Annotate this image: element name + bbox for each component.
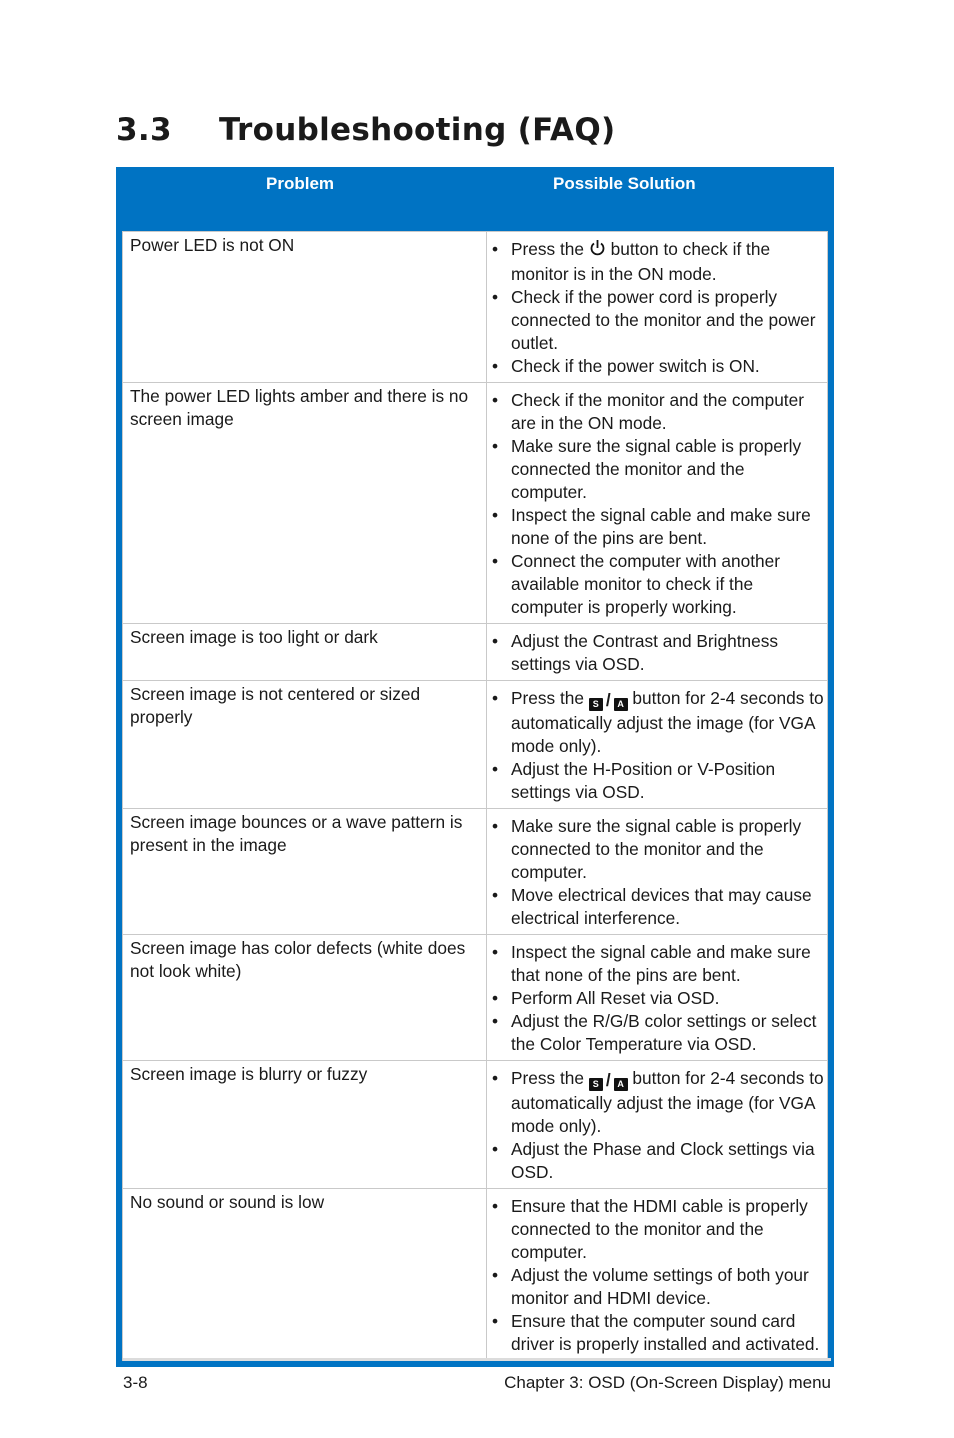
solution-text: Adjust the Phase and Clock settings via OSD. xyxy=(511,1139,815,1182)
section-title: Troubleshooting (FAQ) xyxy=(219,112,616,148)
solution-item xyxy=(490,504,825,550)
header-solution: Possible Solution xyxy=(553,174,696,193)
splendid-auto-icon xyxy=(589,689,628,712)
solution-cell xyxy=(487,383,828,624)
power-icon xyxy=(589,239,606,263)
auto-adjust-key-icon: A xyxy=(614,1078,628,1091)
table-row xyxy=(123,1061,828,1189)
solution-item xyxy=(490,1310,825,1356)
solution-item xyxy=(490,1067,825,1138)
solution-cell xyxy=(487,935,828,1061)
solution-text: Ensure that the HDMI cable is properly connected to the monitor and the computer. xyxy=(511,1196,808,1262)
solution-item xyxy=(490,815,825,884)
solution-text: Adjust the Contrast and Brightness settings via OSD. xyxy=(511,631,779,674)
problem-cell: Screen image is too light or dark xyxy=(123,624,487,681)
solution-text: Check if the power cord is properly connected to the monitor and the power outlet. xyxy=(511,287,816,353)
solution-item xyxy=(490,941,825,987)
solution-text: Perform All Reset via OSD. xyxy=(511,988,720,1008)
solution-list xyxy=(490,1195,825,1356)
solution-text: Ensure that the computer sound card driver is properly installed and activated. xyxy=(511,1311,820,1354)
solution-text: Adjust the R/G/B color settings or select the Color Temperature via OSD. xyxy=(511,1011,817,1054)
solution-list xyxy=(490,815,825,930)
solution-cell xyxy=(487,809,828,935)
solution-item xyxy=(490,1138,825,1184)
problem-cell: Screen image is blurry or fuzzy xyxy=(123,1061,487,1189)
splendid-key-icon: S xyxy=(589,1078,603,1091)
table-row xyxy=(123,383,828,624)
solution-item xyxy=(490,687,825,758)
chapter-title: Chapter 3: OSD (On-Screen Display) menu xyxy=(504,1373,831,1392)
splendid-auto-icon xyxy=(589,1069,628,1092)
solution-item xyxy=(490,238,825,286)
faq-rows xyxy=(122,231,828,1361)
solution-item xyxy=(490,758,825,804)
solution-text: Check if the power switch is ON. xyxy=(511,356,760,376)
splendid-key-icon: S xyxy=(589,698,603,711)
table-row xyxy=(123,809,828,935)
auto-adjust-key-icon: A xyxy=(614,698,628,711)
solution-text: Make sure the signal cable is properly connected the monitor and the computer. xyxy=(511,436,802,502)
solution-list xyxy=(490,238,825,378)
solution-item xyxy=(490,1010,825,1056)
solution-item xyxy=(490,1264,825,1310)
solution-item xyxy=(490,435,825,504)
problem-cell: Screen image is not centered or sized properly xyxy=(123,681,487,809)
solution-cell xyxy=(487,681,828,809)
solution-list xyxy=(490,389,825,619)
solution-list xyxy=(490,1067,825,1184)
solution-text: Connect the computer with another available monitor to check if the computer is properly working. xyxy=(511,551,780,617)
slash-separator: / xyxy=(605,1070,611,1090)
problem-cell: Screen image bounces or a wave pattern is present in the image xyxy=(123,809,487,935)
solution-item xyxy=(490,286,825,355)
faq-table xyxy=(116,167,834,1367)
solution-text: Inspect the signal cable and make sure none of the pins are bent. xyxy=(511,505,811,548)
solution-item xyxy=(490,987,825,1010)
table-row xyxy=(123,232,828,383)
problem-cell: The power LED lights amber and there is no screen image xyxy=(123,383,487,624)
solution-text: Make sure the signal cable is properly connected to the monitor and the computer. xyxy=(511,816,802,882)
solution-list xyxy=(490,941,825,1056)
solution-cell xyxy=(487,1061,828,1189)
solution-cell xyxy=(487,1189,828,1361)
header-problem: Problem xyxy=(266,174,335,193)
page-title xyxy=(116,112,615,148)
solution-cell xyxy=(487,232,828,383)
solution-text: Inspect the signal cable and make sure that none of the pins are bent. xyxy=(511,942,811,985)
solution-text: Press the xyxy=(511,239,589,259)
solution-text: Press the xyxy=(511,1068,589,1088)
solution-list xyxy=(490,687,825,804)
solution-text: Check if the monitor and the computer are in the ON mode. xyxy=(511,390,804,433)
solution-item xyxy=(490,355,825,378)
problem-cell: Power LED is not ON xyxy=(123,232,487,383)
footer-divider xyxy=(123,1358,831,1361)
solution-item xyxy=(490,884,825,930)
problem-cell: Screen image has color defects (white does not look white) xyxy=(123,935,487,1061)
table-header xyxy=(122,167,828,231)
table-row xyxy=(123,624,828,681)
problem-cell: No sound or sound is low xyxy=(123,1189,487,1361)
solution-item xyxy=(490,1195,825,1264)
solution-list xyxy=(490,630,825,676)
solution-text: button for 2-4 seconds to automatically adjust the image (for VGA mode only). xyxy=(511,1068,824,1136)
section-number: 3.3 xyxy=(116,112,172,148)
page-number: 3-8 xyxy=(123,1373,148,1392)
solution-item xyxy=(490,550,825,619)
solution-item xyxy=(490,389,825,435)
solution-text: button for 2-4 seconds to automatically adjust the image (for VGA mode only). xyxy=(511,688,824,756)
solution-text: button to check if the monitor is in the ON mode. xyxy=(511,239,771,284)
solution-text: Move electrical devices that may cause electrical interference. xyxy=(511,885,812,928)
solution-cell xyxy=(487,624,828,681)
table-row xyxy=(123,935,828,1061)
solution-text: Press the xyxy=(511,688,589,708)
solution-text: Adjust the H-Position or V-Position settings via OSD. xyxy=(511,759,776,802)
solution-text: Adjust the volume settings of both your monitor and HDMI device. xyxy=(511,1265,809,1308)
table-row xyxy=(123,681,828,809)
solution-item xyxy=(490,630,825,676)
slash-separator: / xyxy=(605,690,611,710)
table-row xyxy=(123,1189,828,1361)
